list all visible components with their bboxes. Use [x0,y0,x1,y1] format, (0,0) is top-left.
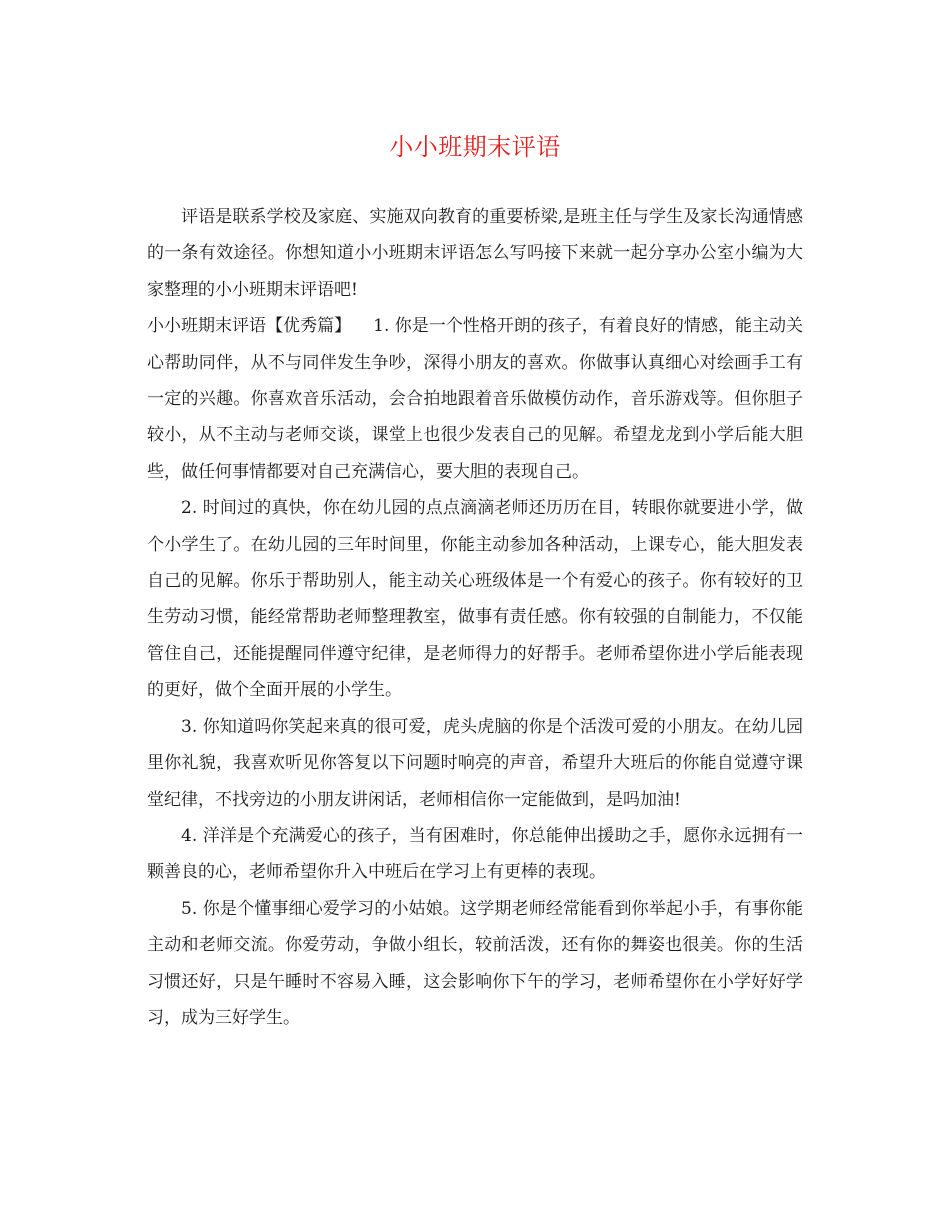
document-title: 小小班期末评语 [389,133,561,161]
comment-item-3: 3. 你知道吗你笑起来真的很可爱，虎头虎脑的你是个活泼可爱的小朋友。在幼儿园里你礼貌，我喜欢听见你答复以下问题时响亮的声音，希望升大班后的你能自觉遵守课堂纪律，不找旁边的小朋友讲闲话，老师相信你一定能做到，是吗加油! [147,716,803,810]
document-body [147,199,803,1036]
comment-item-5: 5. 你是个懂事细心爱学习的小姑娘。这学期老师经常能看到你举起小手，有事你能主动和老师交流。你爱劳动，争做小组长，较前活泼，还有你的舞姿也很美。你的生活习惯还好，只是午睡时不容易入睡，这会影响你下午的学习，老师希望你在小学好好学习，成为三好学生。 [147,898,803,1028]
comment-item-1: 1. 你是一个性格开朗的孩子，有着良好的情感，能主动关心帮助同伴，从不与同伴发生争吵，深得小朋友的喜欢。你做事认真细心对绘画手工有一定的兴趣。你喜欢音乐活动，会合拍地跟着音乐做模仿动作，音乐游戏等。但你胆子较小，从不主动与老师交谈，课堂上也很少发表自己的见解。希望龙龙到小学后能大胆些，做任何事情都要对自己充满信心，要大胆的表现自己。 [147,316,803,482]
intro-paragraph: 评语是联系学校及家庭、实施双向教育的重要桥梁,是班主任与学生及家长沟通情感的一条有效途径。你想知道小小班期末评语怎么写吗接下来就一起分享办公室小编为大家整理的小小班期末评语吧! [147,207,803,300]
section-paragraph-1 [147,308,803,490]
comment-item-4: 4. 洋洋是个充满爱心的孩子，当有困难时，你总能伸出援助之手，愿你永远拥有一颗善良的心，老师希望你升入中班后在学习上有更棒的表现。 [147,825,803,883]
section-label: 小小班期末评语【优秀篇】 [147,316,352,337]
comment-item-2: 2. 时间过的真快，你在幼儿园的点点滴滴老师还历历在目，转眼你就要进小学，做个小学生了。在幼儿园的三年时间里，你能主动参加各种活动，上课专心，能大胆发表自己的见解。你乐于帮助别人，能主动关心班级体是一个有爱心的孩子。你有较好的卫生劳动习惯，能经常帮助老师整理教室，做事有责任感。你有较强的自制能力，不仅能管住自己，还能提醒同伴遵守纪律，是老师得力的好帮手。老师希望你进小学后能表现的更好，做个全面开展的小学生。 [147,498,803,701]
